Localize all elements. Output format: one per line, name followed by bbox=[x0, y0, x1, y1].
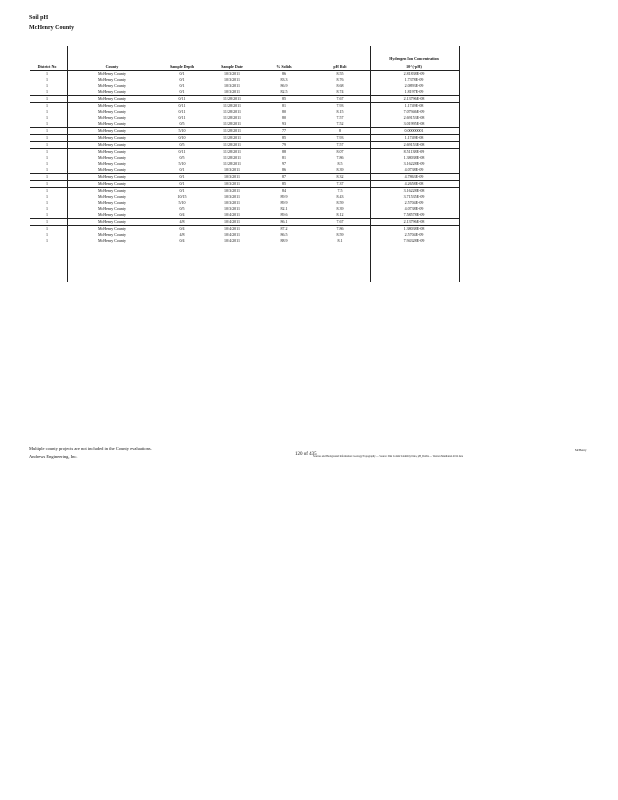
cell-ph: 8.76 bbox=[336, 77, 344, 82]
cell-hyd: 3.16228E-08 bbox=[403, 188, 425, 193]
table-row bbox=[30, 148, 460, 155]
cell-county: McHenry County bbox=[97, 155, 127, 160]
cell-county: McHenry County bbox=[97, 238, 127, 243]
cell-depth: 0/1 bbox=[179, 181, 185, 186]
cell-depth: 10/15 bbox=[177, 194, 187, 199]
cell-hyd: 3.71535E-09 bbox=[403, 194, 425, 199]
cell-ph: 8.07 bbox=[336, 149, 344, 154]
table-row bbox=[30, 180, 460, 187]
cell-county: McHenry County bbox=[97, 121, 127, 126]
cell-date: 10/3/2011 bbox=[223, 200, 241, 205]
cell-county: McHenry County bbox=[97, 161, 127, 166]
cell-solids: 82.5 bbox=[280, 89, 288, 94]
cell-ph: 8.43 bbox=[336, 194, 344, 199]
cell-depth: 0/5 bbox=[179, 142, 185, 147]
cell-ph: 8.39 bbox=[336, 206, 344, 211]
cell-hyd: 4.0738E-09 bbox=[404, 167, 424, 172]
cell-date: 11/28/2011 bbox=[223, 96, 241, 101]
cell-district: 1 bbox=[46, 194, 48, 199]
cell-solids: 86.5 bbox=[280, 232, 288, 237]
cell-depth: 5/10 bbox=[178, 128, 186, 133]
cell-depth: 0/10 bbox=[178, 135, 186, 140]
cell-district: 1 bbox=[46, 149, 48, 154]
cell-hyd: 7.58578E-09 bbox=[403, 212, 425, 217]
cell-depth: 5/10 bbox=[178, 200, 186, 205]
cell-county: McHenry County bbox=[97, 142, 127, 147]
cell-district: 1 bbox=[46, 238, 48, 243]
header-county: County bbox=[105, 64, 119, 69]
header-solids: % Solids bbox=[276, 64, 292, 69]
cell-ph: 7.93 bbox=[336, 135, 344, 140]
cell-county: McHenry County bbox=[97, 194, 127, 199]
cell-solids: 86.1 bbox=[280, 219, 288, 224]
cell-depth: 0/1 bbox=[179, 83, 185, 88]
cell-county: McHenry County bbox=[97, 71, 127, 76]
cell-depth: 0/1 bbox=[179, 174, 185, 179]
cell-date: 10/3/2011 bbox=[223, 77, 241, 82]
table-row bbox=[30, 127, 460, 134]
cell-hyd: 2.69153E-08 bbox=[403, 115, 425, 120]
table-row bbox=[30, 95, 460, 102]
cell-ph: 7.37 bbox=[336, 181, 344, 186]
cell-district: 1 bbox=[46, 167, 48, 172]
cell-ph: 7.67 bbox=[336, 219, 344, 224]
cell-solids: 89.9 bbox=[280, 200, 288, 205]
header-hydrogen-ion: Hydrogen Ion Concentration bbox=[389, 56, 439, 61]
cell-district: 1 bbox=[46, 103, 48, 108]
cell-district: 1 bbox=[46, 226, 48, 231]
cell-ph: 7.86 bbox=[336, 155, 344, 160]
cell-depth: 4/8 bbox=[179, 232, 185, 237]
cell-solids: 89.6 bbox=[280, 212, 288, 217]
cell-date: 11/28/2011 bbox=[223, 149, 241, 154]
cell-district: 1 bbox=[46, 135, 48, 140]
cell-ph: 7.57 bbox=[336, 142, 344, 147]
footer-company: Andrews Engineering, Inc. bbox=[29, 454, 78, 459]
cell-district: 1 bbox=[46, 96, 48, 101]
cell-depth: 0/11 bbox=[178, 103, 186, 108]
cell-solids: 82.1 bbox=[280, 206, 288, 211]
cell-date: 10/4/2011 bbox=[223, 226, 241, 231]
cell-hyd: 4.7863E-09 bbox=[404, 174, 424, 179]
cell-depth: 0/1 bbox=[179, 188, 185, 193]
cell-ph: 8.59 bbox=[336, 200, 344, 205]
cell-date: 11/28/2011 bbox=[223, 109, 241, 114]
cell-solids: 84 bbox=[282, 188, 286, 193]
cell-solids: 77 bbox=[282, 128, 286, 133]
cell-county: McHenry County bbox=[97, 89, 127, 94]
cell-district: 1 bbox=[46, 142, 48, 147]
cell-date: 10/3/2011 bbox=[223, 71, 241, 76]
cell-solids: 80 bbox=[282, 115, 286, 120]
cell-ph: 8 bbox=[339, 128, 341, 133]
cell-county: McHenry County bbox=[97, 135, 127, 140]
cell-county: McHenry County bbox=[97, 181, 127, 186]
cell-date: 10/3/2011 bbox=[223, 167, 241, 172]
cell-district: 1 bbox=[46, 212, 48, 217]
table-row bbox=[30, 218, 460, 225]
cell-hyd: 2.13796E-08 bbox=[403, 219, 425, 224]
cell-solids: 86 bbox=[282, 71, 286, 76]
cell-depth: 0/11 bbox=[178, 109, 186, 114]
cell-ph: 7.93 bbox=[336, 103, 344, 108]
cell-county: McHenry County bbox=[97, 232, 127, 237]
header-ph-result: pH Rslt bbox=[333, 64, 347, 69]
cell-solids: 88 bbox=[282, 149, 286, 154]
cell-hyd: 1.1749E-08 bbox=[404, 103, 424, 108]
cell-hyd: 1.38038E-08 bbox=[403, 226, 425, 231]
cell-date: 10/3/2011 bbox=[223, 206, 241, 211]
cell-depth: 0/5 bbox=[179, 155, 185, 160]
cell-date: 11/28/2011 bbox=[223, 115, 241, 120]
cell-date: 11/28/2011 bbox=[223, 135, 241, 140]
cell-ph: 8.59 bbox=[336, 232, 344, 237]
cell-county: McHenry County bbox=[97, 219, 127, 224]
cell-county: McHenry County bbox=[97, 174, 127, 179]
table-row bbox=[30, 173, 460, 180]
cell-depth: 0/11 bbox=[178, 115, 186, 120]
cell-solids: 87.2 bbox=[280, 226, 288, 231]
page-title: Soil pH bbox=[29, 15, 49, 21]
cell-county: McHenry County bbox=[97, 200, 127, 205]
cell-ph: 8.12 bbox=[336, 212, 344, 217]
cell-hyd: 1.38038E-08 bbox=[403, 155, 425, 160]
cell-district: 1 bbox=[46, 181, 48, 186]
footer-source: Sources and Background Information: Geology/Topography — Source: Dist Comm Solubility Data, pH_DATA — Version Manhattan 2012 data bbox=[313, 455, 464, 458]
cell-hyd: 1.7378E-09 bbox=[404, 77, 424, 82]
cell-hyd: 3.01995E-08 bbox=[403, 121, 425, 126]
cell-date: 11/28/2011 bbox=[223, 161, 241, 166]
cell-depth: 0/4 bbox=[179, 212, 185, 217]
cell-depth: 0/4 bbox=[179, 226, 185, 231]
cell-ph: 7.5 bbox=[337, 188, 343, 193]
cell-solids: 86 bbox=[282, 167, 286, 172]
cell-district: 1 bbox=[46, 121, 48, 126]
cell-depth: 0/1 bbox=[179, 89, 185, 94]
cell-county: McHenry County bbox=[97, 188, 127, 193]
cell-depth: 0/4 bbox=[179, 238, 185, 243]
cell-date: 10/3/2011 bbox=[223, 174, 241, 179]
cell-date: 11/28/2011 bbox=[223, 121, 241, 126]
cell-depth: 0/5 bbox=[179, 206, 185, 211]
cell-date: 10/4/2011 bbox=[223, 219, 241, 224]
cell-ph: 8.5 bbox=[337, 161, 343, 166]
cell-solids: 85 bbox=[282, 181, 286, 186]
table-row bbox=[30, 102, 460, 109]
cell-solids: 81 bbox=[282, 155, 286, 160]
cell-solids: 79 bbox=[282, 142, 286, 147]
cell-ph: 7.52 bbox=[336, 121, 344, 126]
cell-depth: 0/1 bbox=[179, 77, 185, 82]
cell-hyd: 8.51138E-09 bbox=[403, 149, 425, 154]
cell-depth: 0/1 bbox=[179, 167, 185, 172]
header-sample-date: Sample Date bbox=[221, 64, 243, 69]
cell-hyd: 2.81838E-09 bbox=[403, 71, 425, 76]
footer-note: Multiple county projects are not included in the County evaluations. bbox=[29, 446, 152, 451]
cell-county: McHenry County bbox=[97, 212, 127, 217]
cell-ph: 7.86 bbox=[336, 226, 344, 231]
cell-county: McHenry County bbox=[97, 77, 127, 82]
cell-district: 1 bbox=[46, 109, 48, 114]
cell-hyd: 7.07946E-09 bbox=[403, 109, 425, 114]
cell-district: 1 bbox=[46, 206, 48, 211]
cell-date: 10/3/2011 bbox=[223, 188, 241, 193]
cell-date: 10/4/2011 bbox=[223, 232, 241, 237]
cell-solids: 88.9 bbox=[280, 238, 288, 243]
cell-hyd: 1.8197E-09 bbox=[404, 89, 424, 94]
cell-district: 1 bbox=[46, 89, 48, 94]
cell-ph: 8.15 bbox=[336, 109, 344, 114]
cell-hyd: 2.5704E-09 bbox=[404, 232, 424, 237]
cell-solids: 83.3 bbox=[280, 77, 288, 82]
table-row bbox=[30, 70, 460, 77]
cell-hyd: 4.2658E-08 bbox=[404, 181, 424, 186]
cell-date: 10/3/2011 bbox=[223, 181, 241, 186]
cell-solids: 85 bbox=[282, 135, 286, 140]
cell-solids: 86.9 bbox=[280, 83, 288, 88]
cell-solids: 80 bbox=[282, 109, 286, 114]
cell-solids: 87 bbox=[282, 174, 286, 179]
cell-hyd: 2.5704E-09 bbox=[404, 200, 424, 205]
cell-solids: 97 bbox=[282, 161, 286, 166]
header-district: District No bbox=[37, 64, 57, 69]
cell-district: 1 bbox=[46, 128, 48, 133]
header-sample-depth: Sample Depth bbox=[169, 64, 195, 69]
cell-hyd: 3.16228E-09 bbox=[403, 161, 425, 166]
data-table bbox=[30, 70, 460, 244]
cell-hyd: 0.00000001 bbox=[404, 128, 424, 133]
cell-ph: 7.67 bbox=[336, 96, 344, 101]
cell-district: 1 bbox=[46, 174, 48, 179]
cell-district: 1 bbox=[46, 71, 48, 76]
cell-district: 1 bbox=[46, 77, 48, 82]
cell-district: 1 bbox=[46, 161, 48, 166]
cell-ph: 8.32 bbox=[336, 174, 344, 179]
cell-date: 10/3/2011 bbox=[223, 83, 241, 88]
page-subtitle: McHenry County bbox=[29, 25, 75, 31]
cell-depth: 0/11 bbox=[178, 149, 186, 154]
cell-solids: 93 bbox=[282, 121, 286, 126]
cell-county: McHenry County bbox=[97, 167, 127, 172]
cell-county: McHenry County bbox=[97, 115, 127, 120]
cell-date: 10/3/2011 bbox=[223, 89, 241, 94]
cell-ph: 8.39 bbox=[336, 167, 344, 172]
cell-depth: 0/11 bbox=[178, 96, 186, 101]
cell-hyd: 1.1749E-08 bbox=[404, 135, 424, 140]
table-row bbox=[30, 134, 460, 141]
table-row bbox=[30, 225, 460, 232]
cell-county: McHenry County bbox=[97, 96, 127, 101]
cell-county: McHenry County bbox=[97, 226, 127, 231]
cell-county: McHenry County bbox=[97, 149, 127, 154]
cell-date: 11/28/2011 bbox=[223, 155, 241, 160]
cell-county: McHenry County bbox=[97, 206, 127, 211]
cell-depth: 0/5 bbox=[179, 121, 185, 126]
cell-depth: 5/10 bbox=[178, 161, 186, 166]
cell-hyd: 4.0738E-09 bbox=[404, 206, 424, 211]
page-number: 120 of 435 bbox=[295, 452, 317, 457]
cell-ph: 7.57 bbox=[336, 115, 344, 120]
cell-district: 1 bbox=[46, 219, 48, 224]
cell-county: McHenry County bbox=[97, 128, 127, 133]
cell-date: 11/28/2011 bbox=[223, 142, 241, 147]
cell-date: 10/4/2011 bbox=[223, 238, 241, 243]
cell-district: 1 bbox=[46, 188, 48, 193]
table-row bbox=[30, 187, 460, 194]
cell-county: McHenry County bbox=[97, 83, 127, 88]
cell-district: 1 bbox=[46, 155, 48, 160]
footer-county: McHenry bbox=[575, 448, 587, 452]
cell-date: 11/28/2011 bbox=[223, 128, 241, 133]
cell-depth: 4/8 bbox=[179, 219, 185, 224]
cell-ph: 8.1 bbox=[337, 238, 343, 243]
cell-ph: 8.55 bbox=[336, 71, 344, 76]
cell-ph: 8.68 bbox=[336, 83, 344, 88]
table-row bbox=[30, 141, 460, 148]
table-row bbox=[30, 238, 460, 244]
cell-hyd: 2.0893E-09 bbox=[404, 83, 424, 88]
cell-county: McHenry County bbox=[97, 109, 127, 114]
cell-district: 1 bbox=[46, 115, 48, 120]
cell-hyd: 7.94328E-09 bbox=[403, 238, 425, 243]
cell-date: 11/28/2011 bbox=[223, 103, 241, 108]
cell-solids: 85 bbox=[282, 96, 286, 101]
cell-date: 10/4/2011 bbox=[223, 212, 241, 217]
cell-solids: 89.9 bbox=[280, 194, 288, 199]
cell-solids: 81 bbox=[282, 103, 286, 108]
cell-date: 10/3/2011 bbox=[223, 194, 241, 199]
cell-district: 1 bbox=[46, 232, 48, 237]
cell-depth: 0/1 bbox=[179, 71, 185, 76]
cell-district: 1 bbox=[46, 200, 48, 205]
header-hydrogen-ion-formula: 10^(-pH) bbox=[406, 64, 422, 69]
cell-county: McHenry County bbox=[97, 103, 127, 108]
cell-hyd: 2.69153E-08 bbox=[403, 142, 425, 147]
cell-district: 1 bbox=[46, 83, 48, 88]
cell-ph: 8.74 bbox=[336, 89, 344, 94]
cell-hyd: 2.13796E-08 bbox=[403, 96, 425, 101]
